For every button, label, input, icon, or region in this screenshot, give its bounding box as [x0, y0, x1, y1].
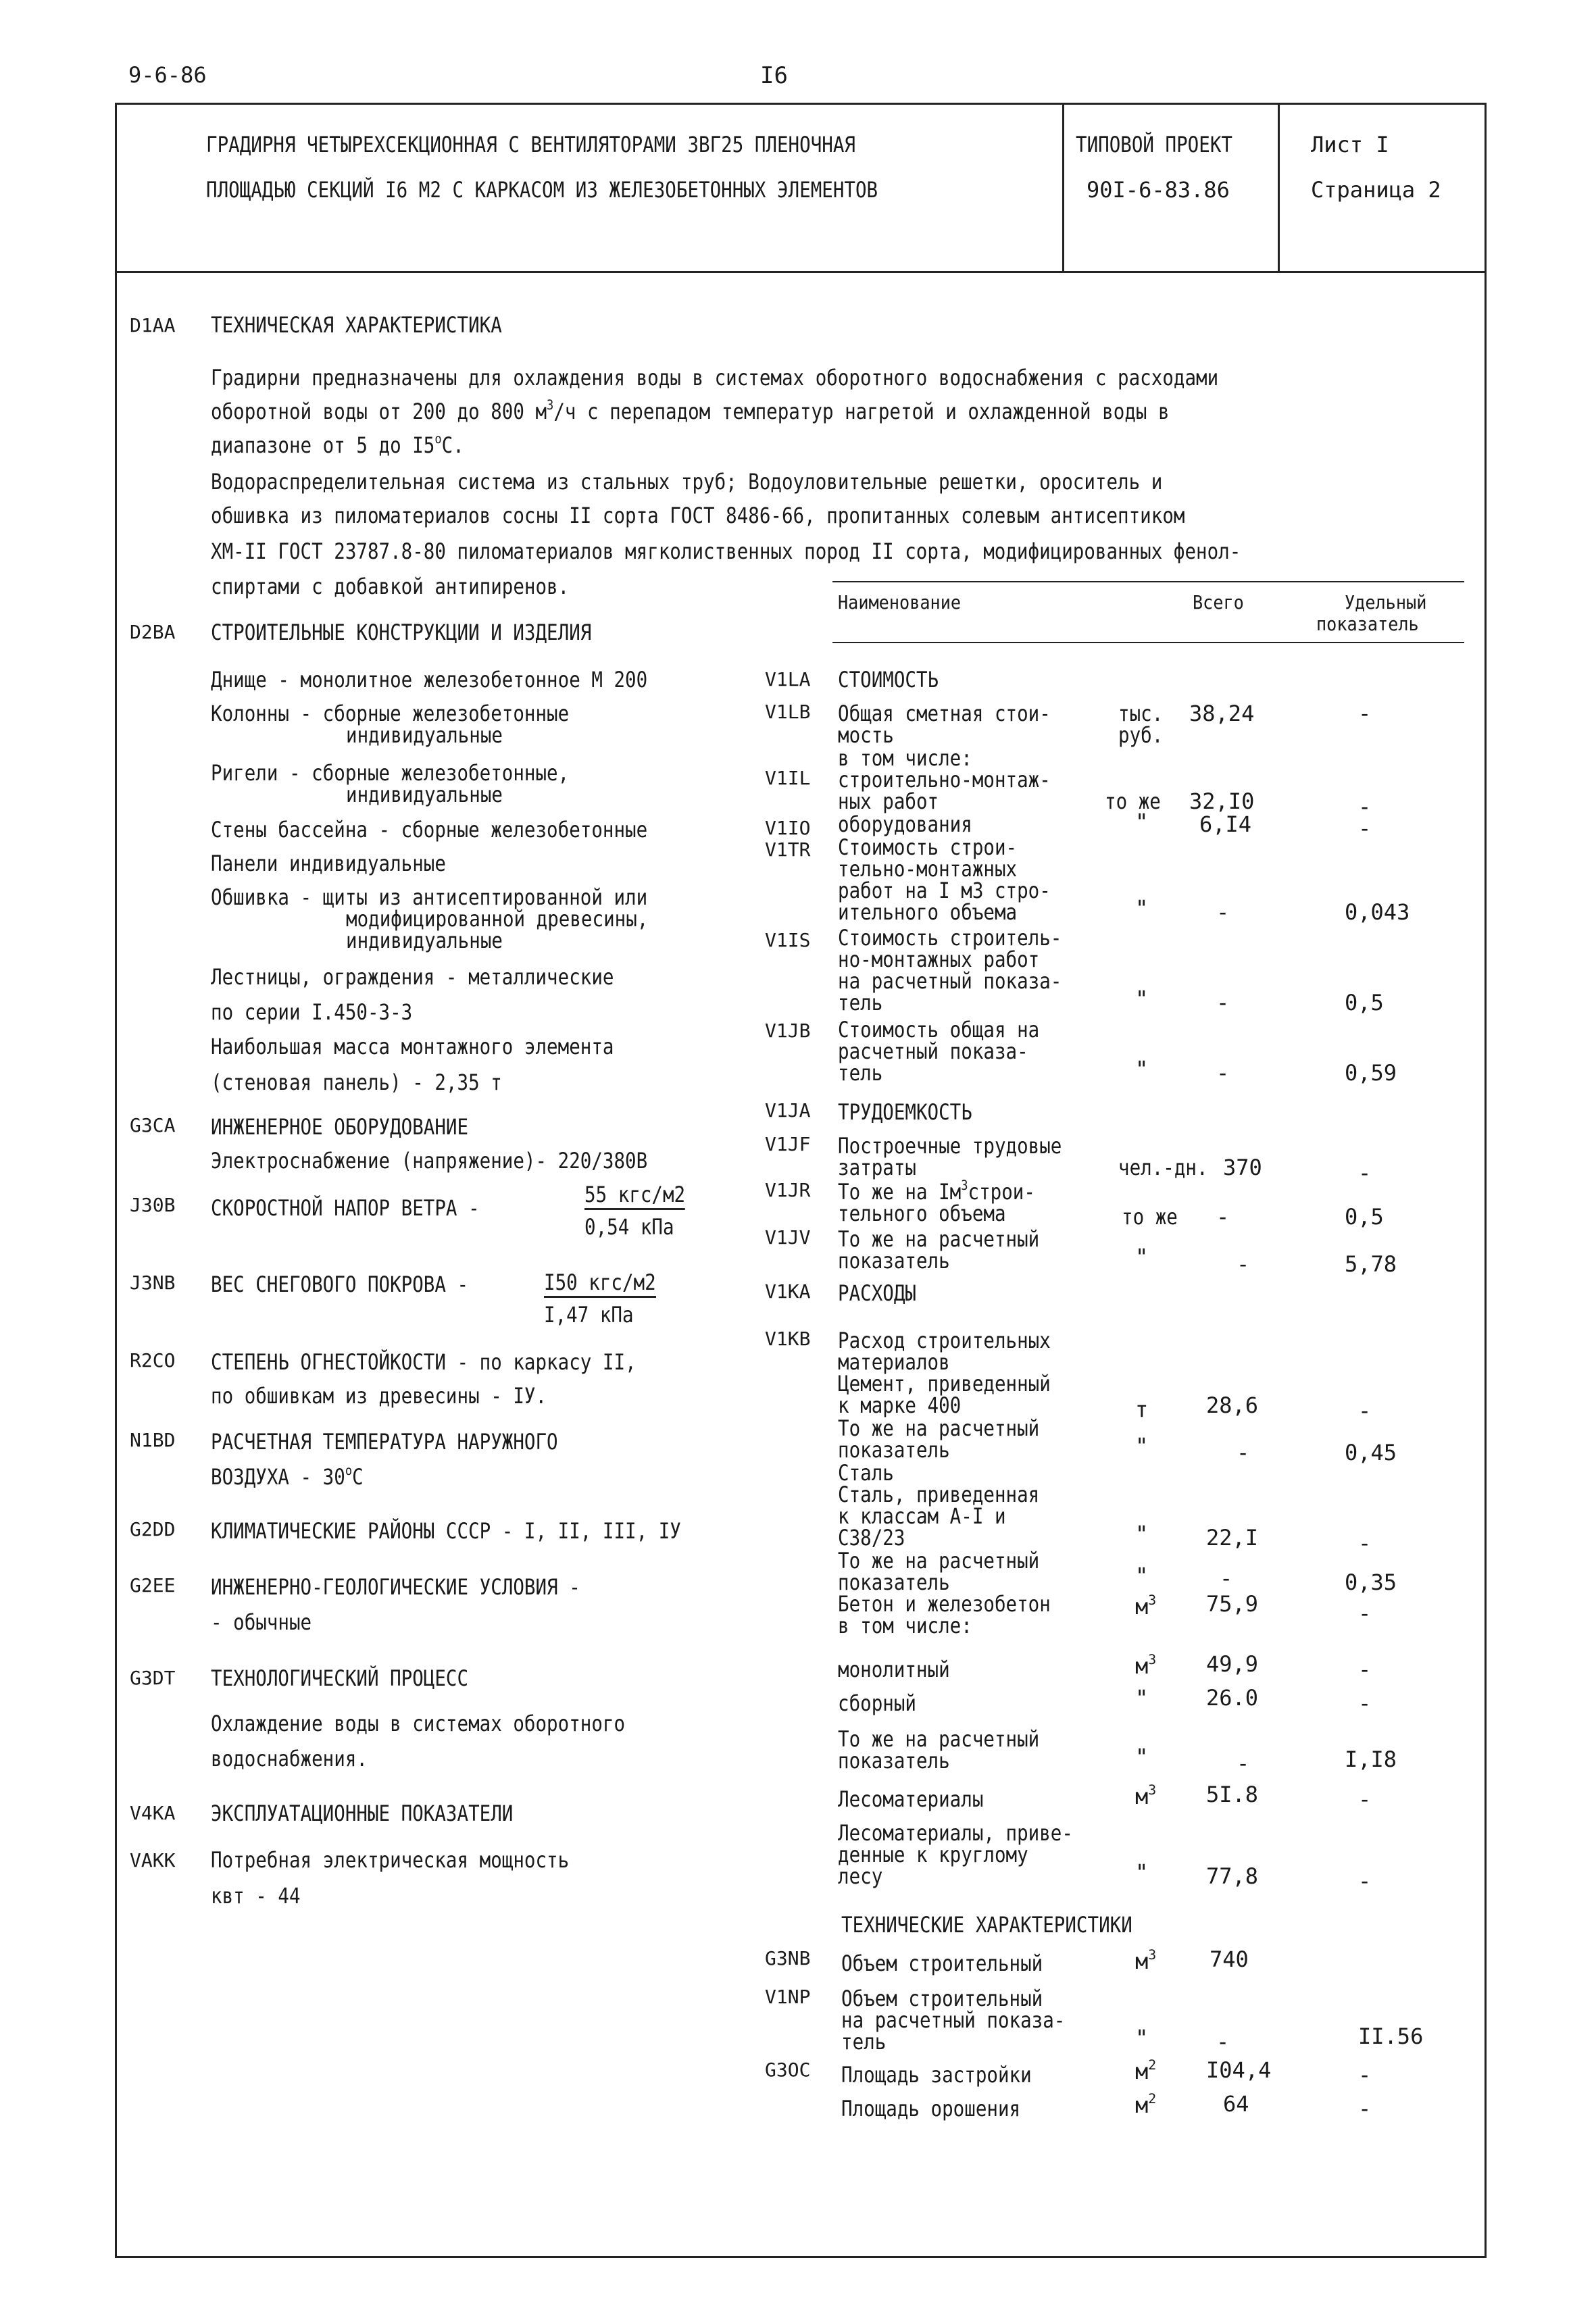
- code-g2ee: G2EE: [130, 1574, 176, 1596]
- row-irrigation-area-spec: -: [1358, 2096, 1372, 2121]
- row-concrete2-spec: I,I8: [1345, 1746, 1397, 1772]
- row-volume2-c: тель: [841, 2029, 887, 2055]
- row-labor1-unit: чел.-дн.: [1118, 1155, 1208, 1180]
- tech-char-title: ТЕХНИЧЕСКИЕ ХАРАКТЕРИСТИКИ: [841, 1912, 1132, 1938]
- geo-line-2: - обычные: [211, 1609, 312, 1635]
- row-concrete-a: Бетон и железобетон: [838, 1591, 1051, 1617]
- row-timber2-c: лесу: [838, 1863, 883, 1889]
- row-timber: Лесоматериалы: [838, 1786, 984, 1812]
- constr-mass-2: (стеновая панель) - 2,35 т: [211, 1070, 502, 1095]
- row-labor3-b: показатель: [838, 1248, 950, 1274]
- fire-line-2: по обшивкам из древесины - IУ.: [211, 1383, 547, 1409]
- row-volume2-spec: II.56: [1358, 2023, 1424, 2049]
- constr-columns: Колонны - сборные железобетонные: [211, 701, 570, 726]
- row-volume-unit: $м^3$: [1135, 1947, 1157, 1974]
- row-steel1-unit: ": [1135, 1521, 1149, 1546]
- row-prefab-value: 26.0: [1206, 1685, 1259, 1711]
- constr-sheathing-2: модифицированной древесины,: [346, 906, 649, 932]
- row-prefab-unit: ": [1135, 1685, 1149, 1711]
- row-estimate-unit-2: руб.: [1118, 722, 1164, 748]
- code-d1aa: D1AA: [130, 314, 176, 336]
- code-vakk: VAKK: [130, 1849, 176, 1871]
- row-mat-a: Расход строительных: [838, 1328, 1051, 1353]
- row-cost3-a: Стоимость общая на: [838, 1017, 1040, 1042]
- row-cost2-a: Стоимость строитель-: [838, 925, 1062, 951]
- process-title: ТЕХНОЛОГИЧЕСКИЙ ПРОЦЕСС: [211, 1665, 469, 1691]
- temp-line-2: ВОЗДУХА - 30$^o$С: [211, 1463, 364, 1490]
- row-concrete2-b: показатель: [838, 1748, 950, 1774]
- row-timber2-a: Лесоматериалы, приве-: [838, 1820, 1073, 1846]
- row-concrete-value: 75,9: [1206, 1591, 1259, 1617]
- title-divider-2: [1278, 103, 1280, 273]
- row-cement2-b: показатель: [838, 1437, 950, 1463]
- para-1-line-1: Градирни предназначены для охлаждения воды в системах оборотного водоснабжения с расходами: [211, 365, 1219, 391]
- row-concrete-b: в том числе:: [838, 1613, 972, 1638]
- row-sm-unit: то же: [1105, 788, 1161, 814]
- row-steel1-spec: -: [1358, 1530, 1372, 1556]
- code-v1lb: V1LB: [765, 701, 811, 723]
- row-labor1-value: 370: [1223, 1155, 1262, 1180]
- process-line-2: водоснабжения.: [211, 1746, 368, 1771]
- row-timber-spec: -: [1358, 1786, 1372, 1812]
- code-v1jv: V1JV: [765, 1226, 811, 1249]
- row-monolithic: монолитный: [838, 1657, 950, 1682]
- row-labor2-unit: то же: [1122, 1204, 1178, 1230]
- code-v1ka: V1KA: [765, 1280, 811, 1303]
- exploitation-title: ЭКСПЛУАТАЦИОННЫЕ ПОКАЗАТЕЛИ: [211, 1801, 514, 1826]
- constr-beams-2: индивидуальные: [346, 782, 503, 807]
- eng-title: ИНЖЕНЕРНОЕ ОБОРУДОВАНИЕ: [211, 1114, 469, 1140]
- title-line-2: ПЛОЩАДЬЮ СЕКЦИЙ I6 М2 С КАРКАСОМ ИЗ ЖЕЛЕЗОБЕТОННЫХ ЭЛЕМЕНТОВ: [206, 177, 878, 203]
- title-divider-1: [1062, 103, 1064, 273]
- wind-value-kpa: 0,54 кПа: [584, 1214, 674, 1240]
- fire-line-1: СТЕПЕНЬ ОГНЕСТОЙКОСТИ - по каркасу II,: [211, 1349, 637, 1375]
- row-labor3-unit: ": [1135, 1244, 1149, 1269]
- row-cement-value: 28,6: [1206, 1392, 1259, 1418]
- row-steel1-value: 22,I: [1206, 1525, 1259, 1551]
- row-incl: в том числе:: [838, 745, 972, 771]
- constr-panels: Панели индивидуальные: [211, 851, 446, 876]
- code-v1la: V1LA: [765, 668, 811, 690]
- row-steel2-value: -: [1220, 1565, 1233, 1591]
- project-label: ТИПОВОЙ ПРОЕКТ: [1076, 132, 1232, 157]
- code-g3ca: G3CA: [130, 1114, 176, 1136]
- page-number: I6: [760, 62, 788, 89]
- row-labor1-spec: -: [1358, 1160, 1372, 1186]
- row-estimate-unit-1: тыс.: [1118, 701, 1164, 726]
- para-2-line-1: Водораспределительная система из стальных труб; Водоуловительные решетки, ороситель и: [211, 469, 1163, 495]
- code-r2co: R2CO: [130, 1349, 176, 1372]
- row-irrigation-area: Площадь орошения: [841, 2096, 1021, 2121]
- process-line-1: Охлаждение воды в системах оборотного: [211, 1711, 626, 1736]
- row-cost1-unit: ": [1135, 895, 1149, 921]
- row-cement2-a: То же на расчетный: [838, 1415, 1040, 1441]
- snow-value-kpa: I,47 кПа: [544, 1302, 634, 1328]
- code-j3nb: J3NB: [130, 1272, 176, 1294]
- row-expenses-title: РАСХОДЫ: [838, 1280, 916, 1306]
- row-estimate-value: 38,24: [1189, 701, 1255, 726]
- constr-sheathing: Обшивка - щиты из антисептированной или: [211, 884, 648, 910]
- table-header-specific-1: Удельный: [1345, 591, 1427, 613]
- code-g3oc: G3OC: [765, 2059, 811, 2081]
- row-timber2-b: денные к круглому: [838, 1842, 1028, 1867]
- table-header-rule: [832, 642, 1464, 643]
- row-monolithic-value: 49,9: [1206, 1651, 1259, 1677]
- para-2-line-2: обшивка из пиломатериалов сосны II сорта ГОСТ 8486-66, пропитанных солевым антисептиком: [211, 503, 1185, 528]
- row-volume2-a: Объем строительный: [841, 1986, 1043, 2011]
- snow-label: ВЕС СНЕГОВОГО ПОКРОВА -: [211, 1272, 469, 1297]
- constr-title: СТРОИТЕЛЬНЫЕ КОНСТРУКЦИИ И ИЗДЕЛИЯ: [211, 620, 592, 645]
- code-v1io: V1IO: [765, 817, 811, 839]
- row-labor3-a: То же на расчетный: [838, 1226, 1040, 1252]
- code-v1jb: V1JB: [765, 1020, 811, 1042]
- row-sm-spec: -: [1358, 794, 1372, 820]
- row-steel1-a: Сталь, приведенная: [838, 1482, 1040, 1507]
- eng-power: Электроснабжение (напряжение)- 220/380В: [211, 1148, 648, 1174]
- row-cost2-spec: 0,5: [1345, 990, 1384, 1015]
- tech-title: ТЕХНИЧЕСКАЯ ХАРАКТЕРИСТИКА: [211, 312, 502, 338]
- row-equipment: оборудования: [838, 811, 972, 837]
- row-timber2-spec: -: [1358, 1868, 1372, 1894]
- code-v1np: V1NP: [765, 1986, 811, 2008]
- row-labor3-value: -: [1237, 1251, 1250, 1277]
- row-cost3-unit: ": [1135, 1056, 1149, 1082]
- para-1-line-3: диапазоне от 5 до I5$^o$С.: [211, 431, 464, 458]
- constr-mass: Наибольшая масса монтажного элемента: [211, 1034, 614, 1059]
- row-steel2-unit: ": [1135, 1563, 1149, 1588]
- row-cost1-c: работ на I м3 стро-: [838, 878, 1051, 903]
- row-cost2-c: на расчетный показа-: [838, 968, 1062, 994]
- row-timber2-value: 77,8: [1206, 1863, 1259, 1889]
- title-line-1: ГРАДИРНЯ ЧЕТЫРЕХСЕКЦИОННАЯ С ВЕНТИЛЯТОРАМИ 3ВГ25 ПЛЕНОЧНАЯ: [206, 132, 855, 157]
- constr-beams: Ригели - сборные железобетонные,: [211, 760, 570, 786]
- page-date: 9-6-86: [128, 62, 207, 88]
- row-cement2-unit: ": [1135, 1433, 1149, 1459]
- row-cement-a: Цемент, приведенный: [838, 1371, 1051, 1397]
- row-labor2-a: То же на $Iм^3строи-$: [838, 1178, 1035, 1205]
- code-v1tr: V1TR: [765, 838, 811, 861]
- geo-line-1: ИНЖЕНЕРНО-ГЕОЛОГИЧЕСКИЕ УСЛОВИЯ -: [211, 1574, 580, 1600]
- constr-sheathing-3: индивидуальные: [346, 928, 503, 953]
- row-equipment-unit: ": [1135, 809, 1149, 834]
- code-n1bd: N1BD: [130, 1429, 176, 1451]
- row-cement-b: к марке 400: [838, 1392, 962, 1418]
- row-concrete2-unit: ": [1135, 1744, 1149, 1769]
- project-number: 90I-6-83.86: [1087, 177, 1230, 203]
- row-volume: Объем строительный: [841, 1951, 1043, 1976]
- row-cost2-value: -: [1216, 990, 1230, 1015]
- row-estimate-1: Общая сметная стои-: [838, 701, 1051, 726]
- row-concrete-spec: -: [1358, 1601, 1372, 1626]
- row-equipment-spec: -: [1358, 815, 1372, 841]
- row-sm-1: строительно-монтаж-: [838, 767, 1051, 793]
- row-cost3-c: тель: [838, 1060, 883, 1086]
- code-v1kb: V1KB: [765, 1328, 811, 1350]
- row-cost1-d: ительного объема: [838, 899, 1018, 925]
- row-sm-value: 32,I0: [1189, 788, 1255, 814]
- row-steel1-c: С38/23: [838, 1525, 905, 1551]
- code-d2ba: D2BA: [130, 621, 176, 643]
- row-cost-title: СТОИМОСТЬ: [838, 667, 939, 693]
- row-monolithic-spec: -: [1358, 1657, 1372, 1682]
- row-labor2-spec: 0,5: [1345, 1204, 1384, 1230]
- row-monolithic-unit: $м^3$: [1135, 1652, 1157, 1679]
- row-built-area-spec: -: [1358, 2062, 1372, 2088]
- row-timber-unit: $м^3$: [1135, 1782, 1157, 1809]
- row-volume2-unit: ": [1135, 2025, 1149, 2051]
- code-v1is: V1IS: [765, 929, 811, 951]
- row-cost1-b: тельно-монтажных: [838, 856, 1018, 882]
- row-steel2-a: То же на расчетный: [838, 1548, 1040, 1574]
- row-volume-value: 740: [1210, 1946, 1249, 1972]
- wind-label: СКОРОСТНОЙ НАПОР ВЕТРА -: [211, 1195, 480, 1221]
- row-prefab: сборный: [838, 1690, 916, 1716]
- row-cement-spec: -: [1358, 1398, 1372, 1424]
- row-built-area-value: I04,4: [1206, 2057, 1272, 2083]
- code-j30b: J30B: [130, 1194, 176, 1216]
- table-header-total: Всего: [1193, 591, 1244, 613]
- exploitation-line-2: квт - 44: [211, 1883, 301, 1909]
- row-sm-2: ных работ: [838, 788, 939, 814]
- temp-line-1: РАСЧЕТНАЯ ТЕМПЕРАТУРА НАРУЖНОГО: [211, 1429, 558, 1455]
- code-v1jr: V1JR: [765, 1179, 811, 1201]
- row-cost1-a: Стоимость строи-: [838, 834, 1018, 860]
- row-volume2-b: на расчетный показа-: [841, 2007, 1066, 2033]
- row-concrete-unit: $м^3$: [1135, 1592, 1157, 1619]
- row-timber2-unit: ": [1135, 1859, 1149, 1885]
- row-labor2-b: тельного объема: [838, 1201, 1006, 1226]
- code-g2dd: G2DD: [130, 1518, 176, 1540]
- row-labor-title: ТРУДОЕМКОСТЬ: [838, 1099, 972, 1125]
- sheet-label: Лист I: [1311, 132, 1389, 157]
- code-v1il: V1IL: [765, 767, 811, 789]
- code-v1jf: V1JF: [765, 1133, 811, 1155]
- constr-walls: Стены бассейна - сборные железобетонные: [211, 817, 648, 842]
- row-cost2-unit: ": [1135, 986, 1149, 1011]
- row-estimate-2: мость: [838, 722, 894, 748]
- row-irrigation-area-value: 64: [1223, 2091, 1249, 2117]
- row-prefab-spec: -: [1358, 1690, 1372, 1716]
- snow-value: I50 кгс/м2: [544, 1272, 656, 1298]
- row-cost1-value: -: [1216, 899, 1230, 925]
- row-volume2-value: -: [1216, 2029, 1230, 2055]
- row-labor2-value: -: [1216, 1204, 1230, 1230]
- para-2-line-4: спиртами с добавкой антипиренов.: [211, 574, 570, 599]
- row-cement-unit: т: [1135, 1397, 1149, 1422]
- row-concrete2-a: То же на расчетный: [838, 1726, 1040, 1752]
- table-top-rule: [832, 581, 1464, 582]
- row-cost3-value: -: [1216, 1060, 1230, 1086]
- constr-stairs: Лестницы, ограждения - металлические: [211, 964, 614, 990]
- code-v1ja: V1JA: [765, 1099, 811, 1122]
- row-steel2-b: показатель: [838, 1569, 950, 1595]
- climate-line: КЛИМАТИЧЕСКИЕ РАЙОНЫ СССР - I, II, III, IУ: [211, 1518, 681, 1544]
- page-label: Страница 2: [1311, 177, 1441, 203]
- row-cost3-spec: 0,59: [1345, 1060, 1397, 1086]
- row-built-area-unit: $м^2$: [1135, 2057, 1157, 2084]
- row-cost2-b: но-монтажных работ: [838, 947, 1040, 972]
- row-labor1-a: Построечные трудовые: [838, 1133, 1062, 1159]
- row-steel-title: Сталь: [838, 1460, 894, 1486]
- para-2-line-3: ХМ-II ГОСТ 23787.8-80 пиломатериалов мягколиственных пород II сорта, модифицированных фенол-: [211, 538, 1241, 564]
- row-steel1-b: к классам А-I и: [838, 1503, 1006, 1529]
- wind-value: 55 кгс/м2: [584, 1184, 685, 1210]
- constr-columns-2: индивидуальные: [346, 722, 503, 748]
- constr-bottom: Днище - монолитное железобетонное М 200: [211, 667, 648, 693]
- row-concrete2-value: -: [1237, 1751, 1250, 1776]
- row-irrigation-area-unit: $м^2$: [1135, 2091, 1157, 2118]
- row-cost1-spec: 0,043: [1345, 899, 1410, 925]
- row-built-area: Площадь застройки: [841, 2062, 1032, 2088]
- row-timber-value: 5I.8: [1206, 1782, 1259, 1807]
- row-labor3-spec: 5,78: [1345, 1251, 1397, 1277]
- code-v4ka: V4KA: [130, 1802, 176, 1824]
- row-equipment-value: 6,I4: [1199, 811, 1252, 837]
- row-cement2-value: -: [1237, 1440, 1250, 1465]
- row-steel2-spec: 0,35: [1345, 1569, 1397, 1595]
- row-cost2-d: тель: [838, 990, 883, 1015]
- table-header-specific-2: показатель: [1316, 613, 1419, 635]
- exploitation-line-1: Потребная электрическая мощность: [211, 1847, 570, 1873]
- row-cement2-spec: 0,45: [1345, 1440, 1397, 1465]
- code-g3nb: G3NB: [765, 1947, 811, 1969]
- constr-stairs-2: по серии I.450-3-3: [211, 999, 413, 1025]
- row-estimate-spec: -: [1358, 701, 1372, 726]
- para-1-line-2: оборотной воды от 200 до 800 $м^3/ч$ с перепадом температур нагретой и охлажденной воды в: [211, 397, 1170, 424]
- row-mat-b: материалов: [838, 1349, 950, 1375]
- row-cost3-b: расчетный показа-: [838, 1038, 1028, 1064]
- row-labor1-b: затраты: [838, 1155, 916, 1180]
- table-header-name: Наименование: [838, 591, 962, 613]
- code-g3dt: G3DT: [130, 1667, 176, 1689]
